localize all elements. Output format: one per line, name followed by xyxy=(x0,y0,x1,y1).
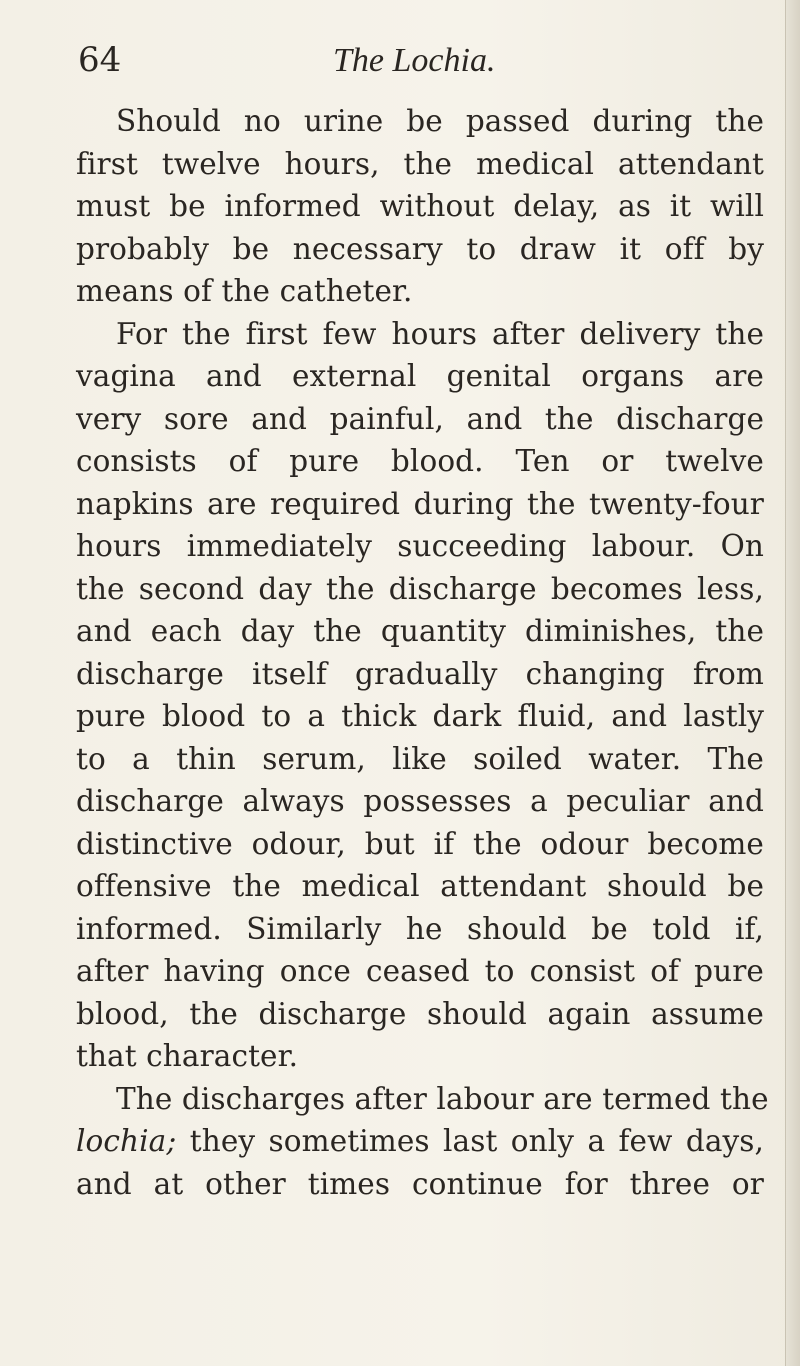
text-line: discharge always possesses a peculiar and xyxy=(76,784,764,818)
text-line: distinctive odour, but if the odour become xyxy=(76,826,764,861)
text-line: hours immediately succeeding labour. On xyxy=(76,529,764,563)
text-line: probably be necessary to draw it off by xyxy=(76,231,764,266)
text-line: the second day the discharge becomes less, xyxy=(76,571,764,606)
body-text xyxy=(76,100,769,1205)
page-number: 64 xyxy=(78,40,122,80)
text-line: very sore and painful, and the discharge xyxy=(76,401,764,436)
text-line: The discharges after labour are termed the xyxy=(116,1081,769,1116)
italic-term: lochia; xyxy=(76,1124,177,1158)
text-line: consists of pure blood. Ten or twelve xyxy=(76,444,764,478)
text-line: means of the catheter. xyxy=(76,274,413,308)
text-line: offensive the medical attendant should be xyxy=(76,869,764,903)
text-line: must be informed without delay, as it will xyxy=(76,189,764,223)
text-line: Should no urine be passed during the xyxy=(116,104,764,138)
text-line: to a thin serum, like soiled water. The xyxy=(76,741,764,776)
running-title: The Lochia. xyxy=(333,42,496,79)
text-line: For the first few hours after delivery the xyxy=(116,316,764,351)
text-line: blood, the discharge should again assume xyxy=(76,996,764,1031)
page-header xyxy=(78,40,738,90)
line-rest: they sometimes last only a few days, xyxy=(176,1124,764,1158)
text-line: and each day the quantity diminishes, the xyxy=(76,614,764,648)
text-line: vagina and external genital organs are xyxy=(76,359,764,393)
text-line: informed. Similarly he should be told if, xyxy=(76,911,764,946)
text-line: discharge itself gradually changing from xyxy=(76,656,764,691)
text-line xyxy=(76,1120,764,1163)
page-edge xyxy=(785,0,800,1366)
text-line: pure blood to a thick dark fluid, and lastly xyxy=(76,699,764,733)
text-line: after having once ceased to consist of pure xyxy=(76,954,764,988)
text-line: first twelve hours, the medical attendant xyxy=(76,146,764,181)
text-line: napkins are required during the twenty-four xyxy=(76,486,764,521)
text-line: that character. xyxy=(76,1039,299,1073)
text-line: and at other times continue for three or xyxy=(76,1166,764,1201)
